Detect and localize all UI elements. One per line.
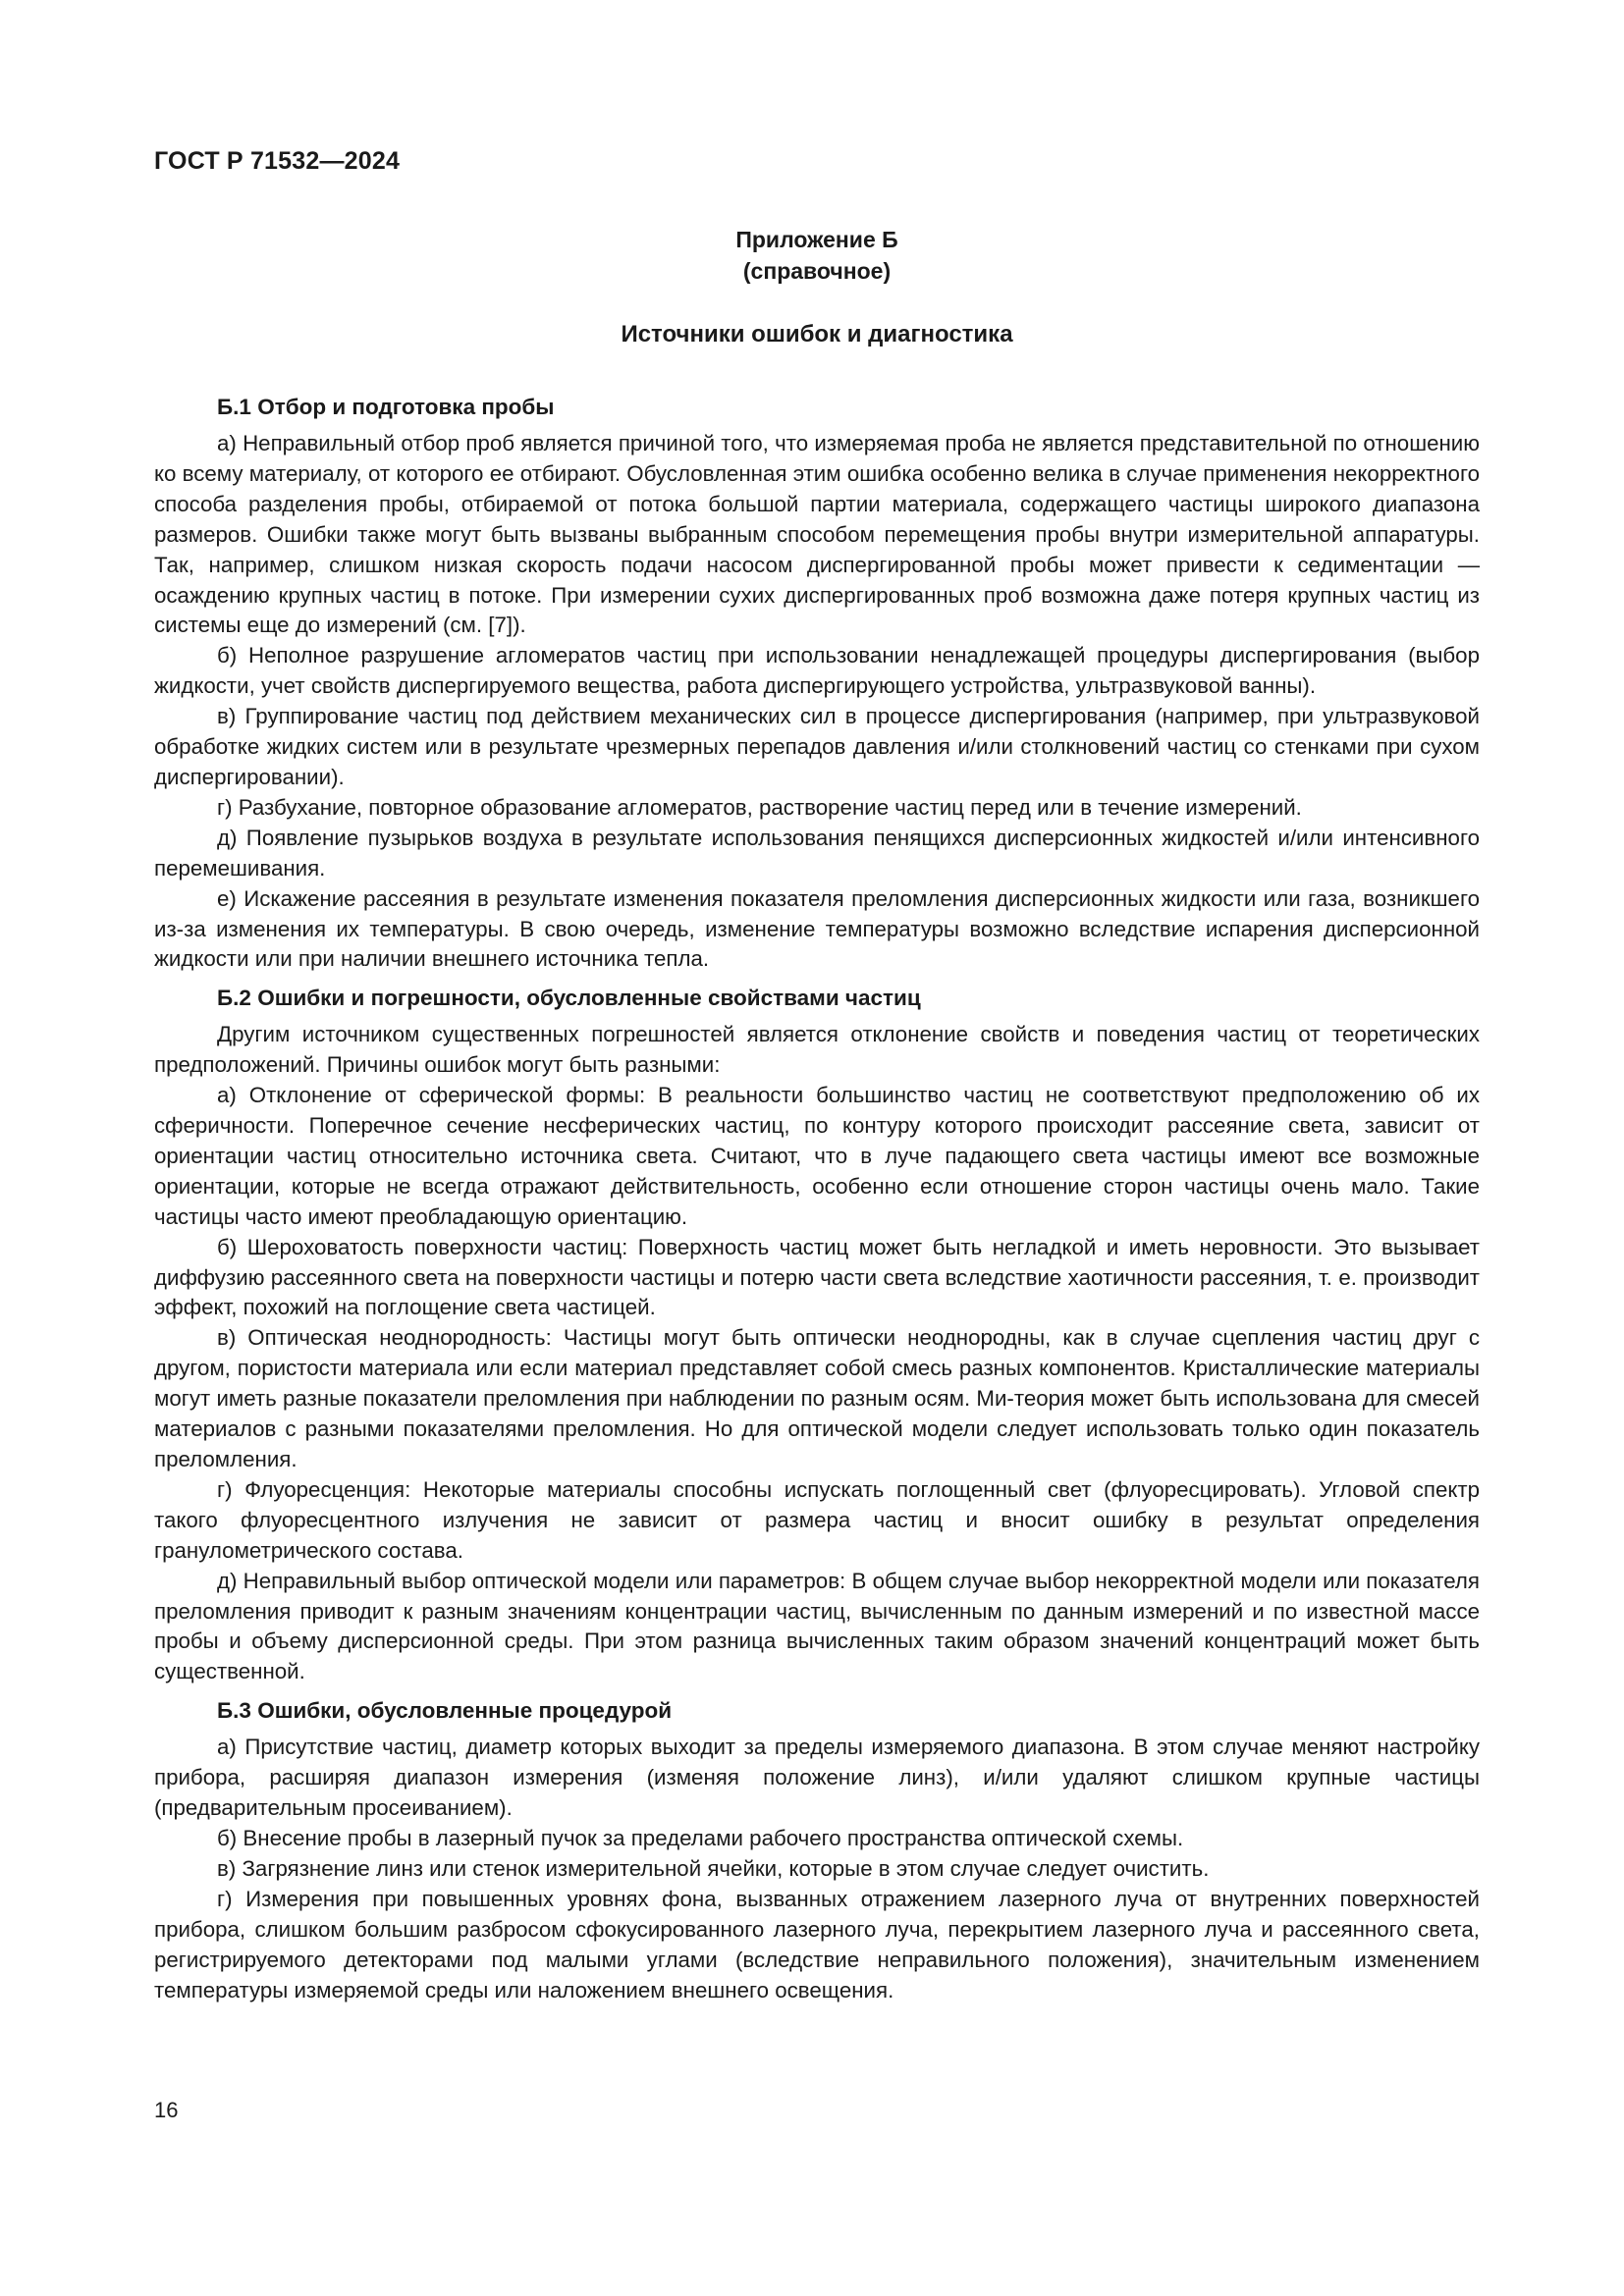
appendix-type: (справочное) bbox=[742, 258, 892, 284]
paragraph: д) Появление пузырьков воздуха в результате использования пенящихся дисперсионных жидкостей и/или интенсивного перемешивания. bbox=[154, 825, 1480, 881]
section-heading: Б.1 Отбор и подготовка пробы bbox=[217, 395, 555, 419]
section-heading: Б.2 Ошибки и погрешности, обусловленные свойствами частиц bbox=[217, 986, 921, 1011]
paragraph: б) Шероховатость поверхности частиц: Поверхность частиц может быть негладкой и иметь неровности. Это вызывает диффузию рассеянного света на поверхности частицы и потерю части света вследствие хаотичности рассеяния, т. е. производит эффект, похожий на поглощение света частицей. bbox=[154, 1234, 1480, 1320]
paragraph: в) Загрязнение линз или стенок измерительной ячейки, которые в этом случае следует очистить. bbox=[217, 1855, 1210, 1881]
section-b3 bbox=[154, 1696, 1480, 2005]
section-b2 bbox=[154, 984, 1480, 1687]
paragraph: г) Флуоресценция: Некоторые материалы способны испускать поглощенный свет (флуоресцировать). Угловой спектр такого флуоресцентного излучения не зависит от размера частиц и вносит ошибку в результат определения гранулометрического состава. bbox=[154, 1476, 1480, 1563]
paragraph: г) Разбухание, повторное образование агломератов, растворение частиц перед или в течение измерений. bbox=[217, 794, 1302, 820]
paragraph: в) Оптическая неоднородность: Частицы могут быть оптически неоднородны, как в случае сцепления частиц друг с другом, пористости материала или если материал представляет собой смесь разных компонентов. Кристаллические материалы могут иметь разные показатели преломления при наблюдении по разным осям. Ми-теория может быть использована для смесей материалов с разными показателями преломления. Но для оптической модели следует использовать только один показатель преломления. bbox=[154, 1325, 1480, 1471]
paragraph: б) Неполное разрушение агломератов частиц при использовании ненадлежащей процедуры диспергирования (выбор жидкости, учет свойств диспергируемого вещества, работа диспергирующего устройства, ультразвуковой ванны). bbox=[154, 643, 1480, 699]
page-number: 16 bbox=[154, 2098, 179, 2122]
paragraph: в) Группирование частиц под действием механических сил в процессе диспергирования (например, при ультразвуковой обработке жидких систем или в результате чрезмерных перепадов давления и/или столкновений частиц со стенками при сухом диспергировании). bbox=[154, 704, 1480, 789]
section-heading: Б.3 Ошибки, обусловленные процедурой bbox=[217, 1698, 673, 1724]
paragraph: д) Неправильный выбор оптической модели или параметров: В общем случае выбор некорректной модели или показателя преломления приводит к разным значениям концентрации частиц, вычисленным по данным измерений и по известной массе пробы и объему дисперсионной среды. При этом разница вычисленных таким образом значений концентраций может быть существенной. bbox=[154, 1568, 1480, 1684]
paragraph: а) Неправильный отбор проб является причиной того, что измеряемая проба не является представительной по отношению ко всему материалу, от которого ее отбирают. Обусловленная этим ошибка особенно велика в случае применения некорректного способа разделения пробы, отбираемой от потока большой партии материала, содержащего частицы широкого диапазона размеров. Ошибки также могут быть вызваны выбранным способом перемещения пробы внутри измерительной аппаратуры. Так, например, слишком низкая скорость подачи насосом диспергированной пробы может привести к седиментации — осаждению крупных частиц в потоке. При измерении сухих диспергированных проб возможна даже потеря крупных частиц из системы еще до измерений (см. [7]). bbox=[154, 431, 1480, 638]
paragraph: а) Отклонение от сферической формы: В реальности большинство частиц не соответствуют предположению об их сферичности. Поперечное сечение несферических частиц, по контуру которого происходит рассеяние света, зависит от ориентации частиц относительно источника света. Считают, что в луче падающего света частицы имеют все возможные ориентации, которые не всегда отражают действительность, особенно если отношение сторон частицы очень мало. Такие частицы часто имеют преобладающую ориентацию. bbox=[154, 1083, 1480, 1229]
appendix-label: Приложение Б bbox=[735, 227, 898, 252]
section-b1 bbox=[154, 393, 1480, 975]
paragraph: Другим источником существенных погрешностей является отклонение свойств и поведения частиц от теоретических предположений. Причины ошибок могут быть разными: bbox=[154, 1022, 1480, 1078]
appendix-heading bbox=[154, 224, 1480, 287]
paragraph: а) Присутствие частиц, диаметр которых выходит за пределы измеряемого диапазона. В этом случае меняют настройку прибора, расширяя диапазон измерения (изменяя положение линз), и/или удаляют слишком крупные частицы (предварительным просеиванием). bbox=[154, 1735, 1480, 1821]
page-title: Источники ошибок и диагностика bbox=[621, 321, 1013, 347]
paragraph: е) Искажение рассеяния в результате изменения показателя преломления дисперсионных жидкости или газа, возникшего из-за изменения их температуры. В свою очередь, изменение температуры возможно вследствие испарения дисперсионной жидкости или при наличии внешнего источника тепла. bbox=[154, 885, 1480, 972]
document-body bbox=[154, 393, 1480, 2005]
paragraph: б) Внесение пробы в лазерный пучок за пределами рабочего пространства оптической схемы. bbox=[217, 1825, 1184, 1850]
paragraph: г) Измерения при повышенных уровнях фона, вызванных отражением лазерного луча от внутренних поверхностей прибора, слишком большим разбросом сфокусированного лазерного луча, перекрытием лазерного луча и рассеянного света, регистрируемого детекторами под малыми углами (вследствие неправильного положения), значительным изменением температуры измеряемой среды или наложением внешнего освещения. bbox=[154, 1886, 1480, 2002]
document-code: ГОСТ Р 71532—2024 bbox=[154, 147, 401, 175]
